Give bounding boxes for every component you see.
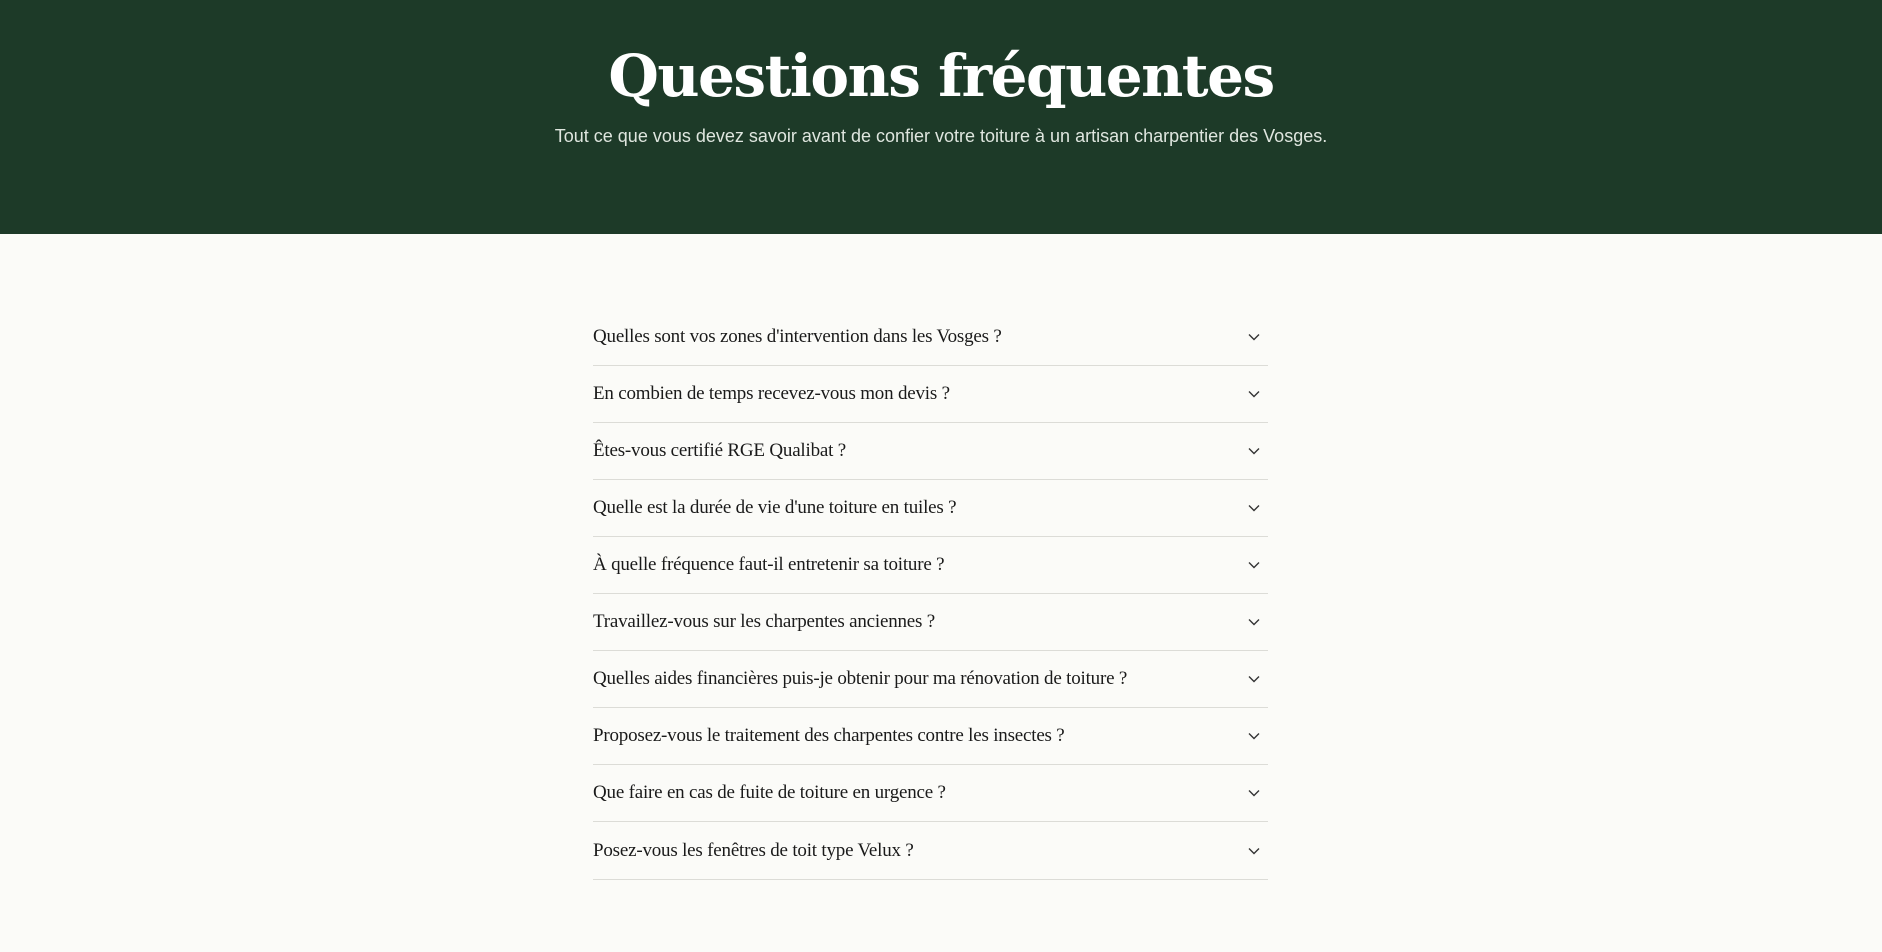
chevron-down-icon[interactable] (1246, 728, 1262, 744)
page-subtitle: Tout ce que vous devez savoir avant de confier votre toiture à un artisan charpentier des Vosges. (554, 126, 1328, 146)
faq-question: À quelle fréquence faut-il entretenir sa toiture ? (593, 554, 945, 575)
faq-item-devis[interactable] (593, 366, 1268, 423)
faq-item-traitement[interactable] (593, 708, 1268, 765)
chevron-down-icon[interactable] (1246, 843, 1262, 859)
page-title: Questions fréquentes (608, 42, 1274, 110)
chevron-down-icon[interactable] (1246, 557, 1262, 573)
faq-question: En combien de temps recevez-vous mon devis ? (593, 383, 950, 404)
faq-item-velux[interactable] (593, 822, 1268, 879)
faq-item-aides[interactable] (593, 651, 1268, 708)
faq-question: Êtes-vous certifié RGE Qualibat ? (593, 440, 846, 461)
chevron-down-icon[interactable] (1246, 443, 1262, 459)
faq-section (593, 0, 1268, 880)
faq-item-rge[interactable] (593, 423, 1268, 480)
faq-question: Posez-vous les fenêtres de toit type Velux ? (593, 839, 914, 861)
faq-item-duree-vie[interactable] (593, 480, 1268, 537)
faq-question: Quelle est la durée de vie d'une toiture en tuiles ? (593, 497, 957, 518)
chevron-down-icon[interactable] (1246, 329, 1262, 345)
faq-item-urgence[interactable] (593, 765, 1268, 822)
faq-question: Quelles sont vos zones d'intervention dans les Vosges ? (593, 326, 1002, 347)
faq-item-zones[interactable] (593, 309, 1268, 366)
chevron-down-icon[interactable] (1246, 671, 1262, 687)
faq-question: Proposez-vous le traitement des charpentes contre les insectes ? (593, 725, 1065, 746)
chevron-down-icon[interactable] (1246, 614, 1262, 630)
chevron-down-icon[interactable] (1246, 785, 1262, 801)
faq-question: Que faire en cas de fuite de toiture en urgence ? (593, 782, 946, 803)
faq-item-charpentes-anciennes[interactable] (593, 594, 1268, 651)
faq-question: Travaillez-vous sur les charpentes anciennes ? (593, 611, 936, 632)
chevron-down-icon[interactable] (1246, 500, 1262, 516)
faq-question: Quelles aides financières puis-je obtenir pour ma rénovation de toiture ? (593, 668, 1128, 689)
chevron-down-icon[interactable] (1246, 386, 1262, 402)
faq-list (593, 309, 1268, 880)
faq-item-entretien[interactable] (593, 537, 1268, 594)
